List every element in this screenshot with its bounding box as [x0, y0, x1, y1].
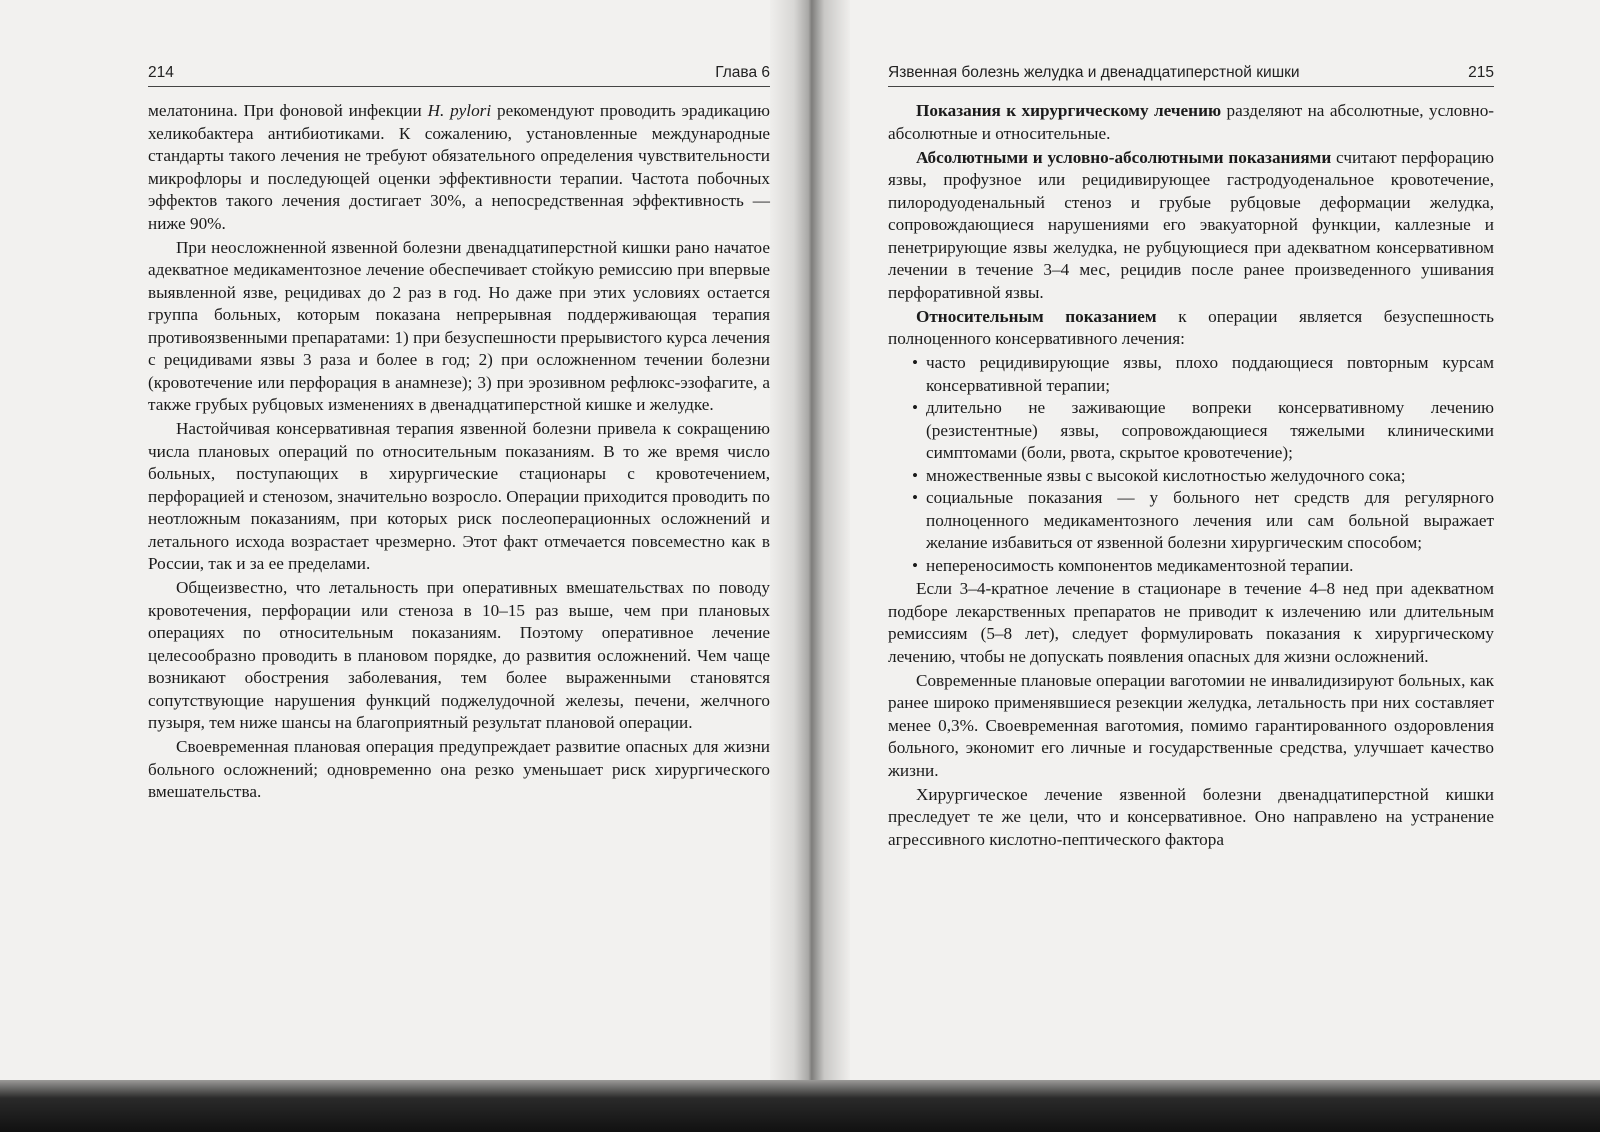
term-surgical-indications: Показания к хирургическому лечению: [916, 101, 1222, 120]
paragraph: При неосложненной язвенной болезни двенадцатиперстной кишки рано начатое адекватное медикаментозное лечение обеспечивает стойкую ремиссию при впервые выявленной язве, рецидивах до 2 раз в год. Но даже при этих условиях остается группа больных, которым показана непрерывная поддерживающая терапия противоязвенными препаратами: 1) при безуспешности прерывистого курса лечения с рецидивами язвы 3 раза и более в год; 2) при осложненном течении болезни (кровотечение или перфорация в анамнезе); 3) при эрозивном рефлюкс-эзофагите, а также грубых рубцовых изменениях в двенадцатиперстной кишке и желудке.: [148, 237, 770, 414]
list-item: • социальные показания — у больного нет средств для регулярного полноценного медикаментозного лечения или сам больной выражает желание избавиться от язвенной болезни хирургическим способом;: [888, 487, 1494, 555]
paragraph: Современные плановые операции ваготомии не инвалидизируют больных, как ранее широко применявшиеся резекции желудка, летальность при них составляет менее 0,3%. Своевременная ваготомия, помимо гарантированного оздоровления больного, экономит его личные и государственные средства, улучшает качество жизни.: [888, 670, 1494, 780]
left-page-number: 214: [148, 64, 174, 81]
right-running-head: Язвенная болезнь желудка и двенадцатиперстной кишки: [888, 64, 1300, 81]
paragraph: мелатонина. При фоновой инфекции H. pylori рекомендуют проводить эрадикацию хеликобактера антибиотиками. К сожалению, установленные международные стандарты такого лечения не требуют обязательного определения чувствительности микрофлоры и последующей оценки эффективности терапии. Частота побочных эффектов такого лечения достигает 30%, а непосредственная эффективность — ниже 90%.: [148, 101, 771, 233]
right-page-body: [888, 100, 1494, 853]
paragraph-text: считают перфорацию язвы, профузное или рецидивирующее гастродуоденальное кровотечение, пилородуоденальный стеноз и грубые рубцовые деформации желудка, сопровождающиеся нарушениями его эвакуаторной функции, каллезные и пенетрирующие язвы желудка, не рубцующиеся при адекватном консервативном лечении в течение 3–4 мес, рецидив после ранее произведенного ушивания перфоративной язвы.: [888, 147, 1494, 302]
right-page-number: 215: [1468, 64, 1494, 81]
list-item: • часто рецидивирующие язвы, плохо поддающиеся повторным курсам консервативной терапии;: [888, 352, 1494, 397]
left-page-body: [148, 100, 770, 805]
term-relative-indication: Относительным показанием: [916, 306, 1157, 326]
paragraph: Настойчивая консервативная терапия язвенной болезни привела к сокращению числа плановых операций по относительным показаниям. В то же время число больных, поступающих в хирургические стационары с кровотечением, перфорацией и стенозом, значительно возросло. Операции приходится проводить по неотложным показаниям, при которых риск послеоперационных осложнений и летального исхода возрастает чрезмерно. Этот факт отмечается повсеместно как в России, так и за ее пределами.: [148, 419, 770, 573]
paragraph: Своевременная плановая операция предупреждает развитие опасных для жизни больного осложнений; одновременно она резко уменьшает риск хирургического вмешательства.: [148, 737, 770, 801]
list-item: • множественные язвы с высокой кислотностью желудочного сока;: [888, 465, 1494, 488]
right-header-rule: [888, 86, 1494, 87]
paragraph-relative-indication: [888, 306, 1494, 351]
species-name: H. pylori: [427, 101, 492, 120]
scan-bottom-shadow: [0, 1080, 1600, 1132]
left-running-head: Глава 6: [715, 64, 770, 81]
paragraph: Общеизвестно, что летальность при оперативных вмешательствах по поводу кровотечения, перфорации или стеноза в 10–15 раз выше, чем при плановых операциях по относительным показаниям. Поэтому оперативное лечение целесообразно проводить в плановом порядке, до развития осложнений. Чем чаще возникают обострения заболевания, тем более выраженными становятся сопутствующие нарушения функций поджелудочной железы, печени, желчного пузыря, тем ниже шансы на благоприятный результат плановой операции.: [148, 578, 770, 732]
list-item: • длительно не заживающие вопреки консервативному лечению (резистентные) язвы, сопровождающиеся тяжелыми клиническими симптомами (боли, рвота, скрытое кровотечение);: [888, 397, 1494, 465]
right-running-header: [888, 64, 1494, 86]
list-item: • непереносимость компонентов медикаментозной терапии.: [888, 555, 1494, 578]
paragraph: Если 3–4-кратное лечение в стационаре в течение 4–8 нед при адекватном подборе лекарственных препаратов не приводит к излечению или длительным ремиссиям (5–8 лет), следует формулировать показания к хирургическому лечению, чтобы не допускать появления опасных для жизни осложнений.: [888, 579, 1494, 666]
relative-indications-list: [888, 352, 1494, 577]
paragraph-absolute-indications: [888, 147, 1494, 305]
left-running-header: [148, 64, 770, 86]
paragraph: Хирургическое лечение язвенной болезни двенадцатиперстной кишки преследует те же цели, что и консервативное. Оно направлено на устранение агрессивного кислотно-пептического фактора: [888, 784, 1494, 849]
term-absolute-indications: Абсолютными и условно-абсолютными показаниями: [916, 147, 1332, 167]
paragraph-text: разделяют на абсолютные, условно-абсолютные и относительные.: [888, 101, 1495, 143]
paragraph-text: к операции является безуспешность полноценного консервативного лечения:: [888, 306, 1494, 348]
left-header-rule: [148, 86, 770, 87]
book-gutter: [770, 0, 850, 1090]
paragraph-indications: [888, 100, 1494, 145]
